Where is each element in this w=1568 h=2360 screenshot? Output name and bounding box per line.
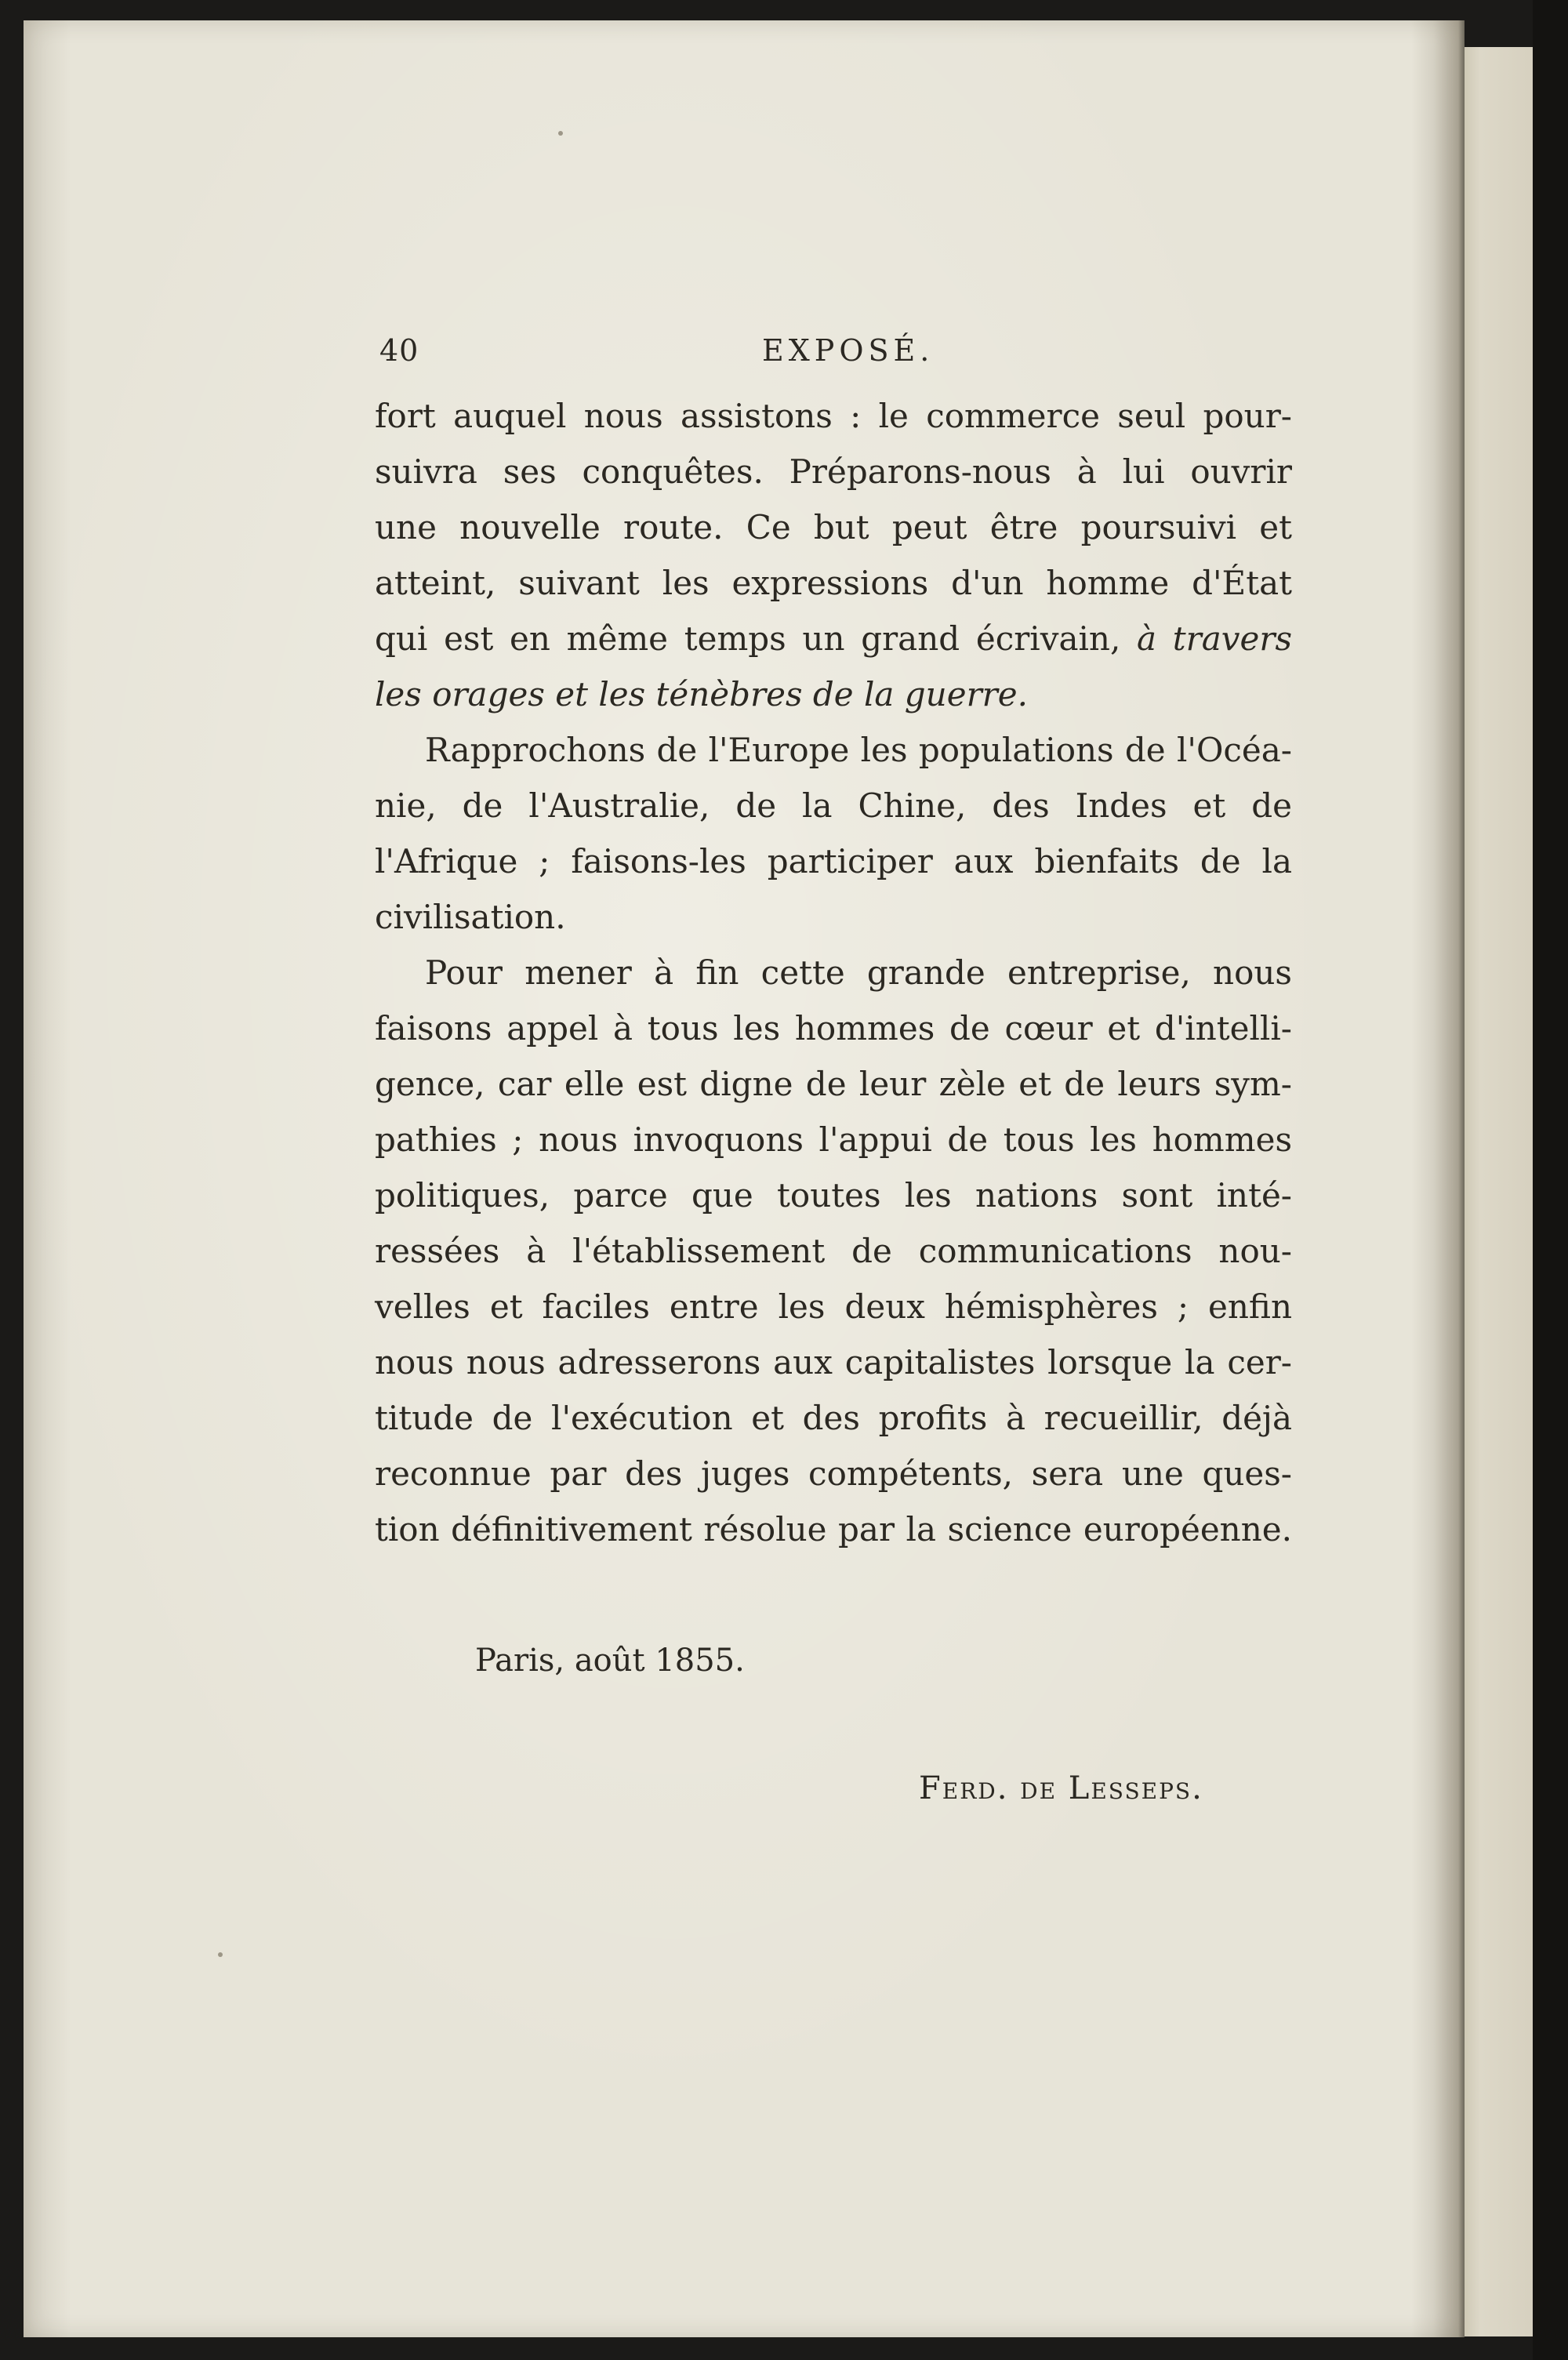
- text-line: fort auquel nous assistons : le commerce seul pour-: [375, 397, 1292, 435]
- text-line-mixed: [375, 611, 1292, 666]
- italic-line: les orages et les ténèbres de la guerre.: [375, 675, 1028, 713]
- text-line: titude de l'exécution et des profits à recueillir, déjà: [375, 1399, 1292, 1437]
- paragraph-start: Pour mener à fin cette grande entreprise, nous: [425, 953, 1292, 992]
- text-line: atteint, suivant les expressions d'un homme d'État: [375, 564, 1292, 602]
- text-line: nous nous adresserons aux capitalistes lorsque la cer-: [375, 1343, 1292, 1382]
- italic-phrase: à travers: [1137, 619, 1292, 658]
- binding-edge: [1533, 0, 1568, 2360]
- text-line: suivra ses conquêtes. Préparons-nous à lui ouvrir: [375, 452, 1292, 491]
- signature: Ferd. de Lesseps.: [919, 1770, 1203, 1806]
- running-title: EXPOSÉ.: [762, 333, 935, 368]
- text-line: gence, car elle est digne de leur zèle et de leurs sym-: [375, 1065, 1292, 1103]
- text-line: tion définitivement résolue par la science européenne.: [375, 1510, 1292, 1549]
- ink-speck: [558, 131, 563, 136]
- ink-speck: [218, 1952, 223, 1957]
- body-text: [375, 388, 1292, 1557]
- adjacent-leaf: [1465, 47, 1535, 2336]
- text-line: pathies ; nous invoquons l'appui de tous les hommes: [375, 1120, 1292, 1159]
- text-line: nie, de l'Australie, de la Chine, des Indes et de: [375, 786, 1292, 825]
- text-line: l'Afrique ; faisons-les participer aux bienfaits de la: [375, 842, 1292, 880]
- text-line: ressées à l'établissement de communications nou-: [375, 1232, 1292, 1270]
- text-line: reconnue par des juges compétents, sera une ques-: [375, 1454, 1292, 1493]
- text-line: politiques, parce que toutes les nations sont inté-: [375, 1176, 1292, 1214]
- page-number: 40: [379, 333, 419, 368]
- text-line-part: qui est en même temps un grand écrivain,: [375, 619, 1138, 658]
- text-line: velles et faciles entre les deux hémisphères ; enfin: [375, 1287, 1292, 1326]
- binding-shadow: [1411, 20, 1465, 2337]
- text-line: civilisation.: [375, 898, 566, 936]
- text-line: faisons appel à tous les hommes de cœur et d'intelli-: [375, 1009, 1292, 1047]
- paragraph-start: Rapprochons de l'Europe les populations de l'Océa-: [425, 731, 1292, 769]
- text-line: une nouvelle route. Ce but peut être poursuivi et: [375, 508, 1292, 546]
- place-and-date: Paris, août 1855.: [475, 1643, 745, 1679]
